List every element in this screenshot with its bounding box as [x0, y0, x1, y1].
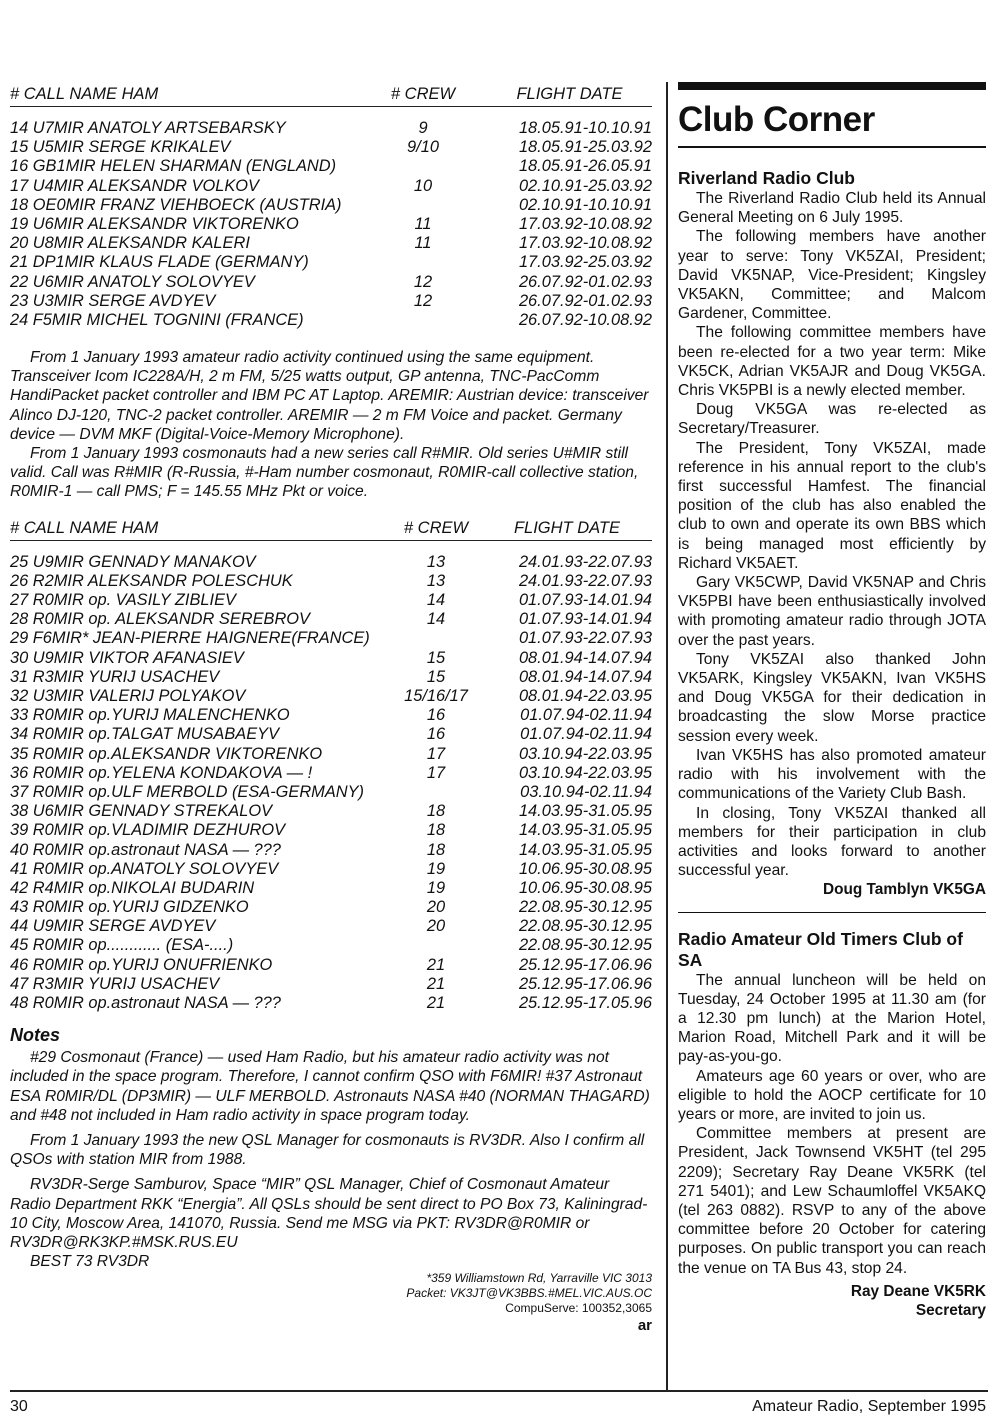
table-body — [10, 119, 652, 330]
row-crew — [373, 253, 473, 272]
row-flight-date: 02.10.91-25.03.92 — [518, 176, 652, 195]
footnote-compuserve: CompuServe: 100352,3065 — [505, 1301, 652, 1316]
row-crew — [386, 783, 486, 802]
row-flight-date: 14.03.95-31.05.95 — [518, 821, 652, 840]
row-flight-date: 17.03.92-25.03.92 — [518, 253, 652, 272]
journal-title: Amateur Radio, September 1995 — [752, 1398, 986, 1415]
row-flight-date: 03.10.94-22.03.95 — [518, 744, 652, 763]
table-header — [10, 82, 652, 107]
club-corner-column — [678, 82, 986, 1320]
table-body — [10, 553, 652, 1014]
flight-table-2 — [10, 516, 652, 1014]
row-call-name: 21 DP1MIR KLAUS FLADE (GERMANY) — [10, 253, 309, 272]
footnote-packet: Packet: VK3JT@VK3BBS.#MEL.VIC.AUS.OC — [406, 1286, 652, 1301]
header-flight-date: FLIGHT DATE — [516, 85, 623, 103]
row-crew: 15 — [426, 667, 446, 686]
table-row — [10, 629, 652, 648]
riverland-signature: Doug Tamblyn VK5GA — [822, 881, 986, 899]
table-row — [10, 553, 652, 572]
table-row — [10, 215, 652, 234]
row-crew — [386, 936, 486, 955]
row-call-name: 45 R0MIR op............ (ESA-....) — [10, 936, 234, 955]
table-row — [10, 572, 652, 591]
row-crew: 12 — [413, 291, 433, 310]
row-flight-date: 24.01.93-22.07.93 — [518, 571, 652, 590]
row-crew: 21 — [426, 994, 446, 1012]
row-flight-date: 18.05.91-25.03.92 — [518, 138, 652, 157]
row-flight-date: 02.10.91-10.10.91 — [518, 195, 652, 214]
row-crew: 18 — [426, 821, 446, 840]
club-corner-title: Club Corner — [678, 100, 875, 139]
row-call-name: 18 OE0MIR FRANZ VIEHBOECK (AUSTRIA) — [10, 195, 342, 214]
row-call-name: 38 U6MIR GENNADY STREKALOV — [10, 802, 273, 821]
table-row — [10, 917, 652, 936]
paragraph: The annual luncheon will be held on Tuesday, 24 October 1995 at 11.30 am (for a 12.30 pm lunch) at the Marion Hotel, Marion Road, Mitchell Park and it will be pay-as-you-go. — [678, 971, 986, 1066]
table-row — [10, 157, 652, 176]
paragraph: #29 Cosmonaut (France) — used Ham Radio, but his amateur radio activity was not included in the space program. Therefore, I cannot confirm QSO with F6MIR! #37 Astronaut ESA R0MIR/DL (DP3MIR) — ULF MERBOLD. Astronauts NASA #40 (NORMAN THAGARD) and #48 not included in Ham radio activity in space program today. — [10, 1049, 650, 1124]
table-row — [10, 119, 652, 138]
row-crew — [386, 629, 486, 648]
oldtimers-signature-role: Secretary — [915, 1301, 986, 1319]
row-crew: 14 — [426, 591, 446, 610]
row-call-name: 17 U4MIR ALEKSANDR VOLKOV — [10, 176, 259, 195]
row-crew: 20 — [426, 898, 446, 917]
row-flight-date: 10.06.95-30.08.95 — [518, 859, 652, 878]
row-crew: 9/10 — [407, 138, 439, 157]
table-row — [10, 783, 652, 802]
author-footnote — [10, 1271, 652, 1333]
row-call-name: 22 U6MIR ANATOLY SOLOVYEV — [10, 272, 255, 291]
row-flight-date: 17.03.92-10.08.92 — [518, 234, 652, 253]
row-crew: 19 — [426, 859, 446, 878]
row-call-name: 23 U3MIR SERGE AVDYEV — [10, 291, 216, 310]
equipment-notes — [10, 348, 652, 502]
sign-off: BEST 73 RV3DR — [30, 1253, 150, 1271]
notes-heading: Notes — [10, 1025, 61, 1046]
paragraph: Gary VK5CWP, David VK5NAP and Chris VK5PBI have been enthusiastically involved with promoting amateur radio through JOTA over the past years. — [678, 574, 986, 649]
row-call-name: 20 U8MIR ALEKSANDR KALERI — [10, 234, 250, 253]
row-call-name: 47 R3MIR YURIJ USACHEV — [10, 974, 220, 993]
section-rule — [678, 912, 986, 913]
row-flight-date: 18.05.91-26.05.91 — [518, 157, 652, 176]
row-flight-date: 26.07.92-10.08.92 — [518, 310, 652, 329]
table-row — [10, 687, 652, 706]
row-call-name: 14 U7MIR ANATOLY ARTSEBARSKY — [10, 119, 286, 137]
row-flight-date: 08.01.94-14.07.94 — [518, 667, 652, 686]
row-call-name: 40 R0MIR op.astronaut NASA — ??? — [10, 840, 281, 859]
row-call-name: 26 R2MIR ALEKSANDR POLESCHUK — [10, 571, 293, 590]
row-call-name: 33 R0MIR op.YURIJ MALENCHENKO — [10, 706, 290, 725]
table-row — [10, 649, 652, 668]
row-crew: 13 — [426, 571, 446, 590]
row-call-name: 31 R3MIR YURIJ USACHEV — [10, 667, 220, 686]
top-bar — [678, 82, 986, 90]
row-flight-date: 24.01.93-22.07.93 — [518, 552, 652, 571]
header-flight-date: FLIGHT DATE — [513, 518, 621, 537]
paragraph: The Riverland Radio Club held its Annual General Meeting on 6 July 1995. — [678, 190, 986, 227]
row-crew: 13 — [426, 552, 446, 571]
table-row — [10, 311, 652, 330]
page-number: 30 — [10, 1398, 28, 1415]
row-call-name: 32 U3MIR VALERIJ POLYAKOV — [10, 687, 246, 705]
row-flight-date: 01.07.93-14.01.94 — [518, 610, 652, 629]
row-flight-date: 10.06.95-30.08.95 — [518, 878, 652, 897]
table-row — [10, 764, 652, 783]
table-row — [10, 591, 652, 610]
header-call-name: # CALL NAME HAM — [10, 518, 159, 537]
table-row — [10, 706, 652, 725]
table-row — [10, 994, 652, 1013]
paragraph: Amateurs age 60 years or over, who are eligible to hold the AOCP certificate for 10 years or more, are invited to join us. — [678, 1067, 986, 1123]
table-row — [10, 821, 652, 840]
paragraph: Tony VK5ZAI also thanked John VK5ARK, Kingsley VK5AKN, Ivan VK5HS and Doug VK5GA for their dedication in broadcasting the slow Morse practice session every week. — [678, 650, 986, 745]
table-row — [10, 177, 652, 196]
flight-table-1 — [10, 82, 652, 330]
row-call-name: 36 R0MIR op.YELENA KONDAKOVA — ! — [10, 763, 313, 782]
paragraph: From 1 January 1993 the new QSL Manager for cosmonauts is RV3DR. Also I confirm all QSOs with station MIR from 1988. — [10, 1132, 645, 1169]
row-crew — [373, 196, 473, 215]
row-call-name: 37 R0MIR op.ULF MERBOLD (ESA-GERMANY) — [10, 782, 364, 801]
riverland-body — [678, 189, 986, 880]
row-flight-date: 26.07.92-01.02.93 — [518, 272, 652, 291]
paragraph: Committee members at present are President, Jack Townsend VK5HT (tel 295 2209); Secretary Ray Deane VK5RK (tel 271 5401); and Lew Schaumloffel VK5AKQ (tel 263 0882). RSVP to any of the above committee before 20 October for catering purposes. On public transport you can reach the venue on TA Bus 43, stop 24. — [678, 1125, 986, 1277]
row-flight-date: 22.08.95-30.12.95 — [518, 936, 652, 955]
oldtimers-heading: Radio Amateur Old Timers Club of SA — [678, 928, 963, 970]
row-call-name: 25 U9MIR GENNADY MANAKOV — [10, 552, 256, 571]
row-crew: 19 — [426, 878, 446, 897]
row-crew: 15 — [426, 648, 446, 667]
row-call-name: 39 R0MIR op.VLADIMIR DEZHUROV — [10, 821, 286, 840]
row-flight-date: 14.03.95-31.05.95 — [518, 840, 652, 859]
left-column — [10, 82, 652, 1333]
row-crew: 15/16/17 — [404, 687, 468, 705]
table-row — [10, 138, 652, 157]
table-row — [10, 841, 652, 860]
row-crew: 14 — [426, 610, 446, 629]
paragraph: Ivan VK5HS has also promoted amateur radio with his involvement with the communications of the Variety Club Bash. — [678, 746, 986, 803]
row-crew: 20 — [426, 917, 446, 936]
table-row — [10, 745, 652, 764]
table-row — [10, 975, 652, 994]
table-row — [10, 253, 652, 272]
row-crew — [373, 157, 473, 176]
row-crew: 18 — [426, 802, 446, 821]
table-row — [10, 802, 652, 821]
row-flight-date: 26.07.92-01.02.93 — [518, 291, 652, 310]
row-flight-date: 25.12.95-17.06.96 — [518, 974, 652, 993]
header-crew: # CREW — [403, 518, 469, 537]
row-flight-date: 03.10.94-02.11.94 — [520, 782, 652, 801]
riverland-section — [678, 168, 986, 900]
row-crew: 17 — [426, 744, 446, 763]
table-row — [10, 956, 652, 975]
row-flight-date: 01.07.94-02.11.94 — [520, 706, 652, 725]
row-crew: 9 — [418, 119, 428, 137]
footnote-address: *359 Williamstown Rd, Yarraville VIC 3013 — [426, 1271, 652, 1286]
row-flight-date: 08.01.94-14.07.94 — [518, 648, 652, 667]
row-call-name: 43 R0MIR op.YURIJ GIDZENKO — [10, 898, 249, 917]
row-crew: 21 — [426, 974, 446, 993]
oldtimers-signature-name: Ray Deane VK5RK — [850, 1282, 986, 1300]
row-crew: 12 — [413, 272, 433, 291]
row-call-name: 42 R4MIR op.NIKOLAI BUDARIN — [10, 878, 255, 897]
row-call-name: 19 U6MIR ALEKSANDR VIKTORENKO — [10, 214, 299, 233]
row-flight-date: 01.07.94-02.11.94 — [520, 725, 652, 744]
row-crew: 18 — [426, 840, 446, 859]
paragraph: In closing, Tony VK5ZAI thanked all members for their participation in club activities and looks forward to another successful year. — [678, 804, 986, 880]
row-crew: 21 — [426, 955, 446, 974]
table-row — [10, 292, 652, 311]
row-crew: 11 — [414, 234, 432, 253]
row-crew: 11 — [414, 214, 432, 233]
row-call-name: 24 F5MIR MICHEL TOGNINI (FRANCE) — [10, 310, 304, 329]
row-call-name: 29 F6MIR* JEAN-PIERRE HAIGNERE(FRANCE) — [10, 629, 370, 648]
notes-section — [10, 1025, 652, 1271]
row-flight-date: 22.08.95-30.12.95 — [518, 898, 652, 917]
table-row — [10, 668, 652, 687]
paragraph: From 1 January 1993 cosmonauts had a new series call R#MIR. Old series U#MIR still valid. Call was R#MIR (R-Russia, #-Ham number cosmonaut, R0MIR-call collective station, R0MIR-1 — call PMS; F = 145.55 MHz Pkt or voice. — [10, 445, 639, 501]
table-row — [10, 860, 652, 879]
row-call-name: 44 U9MIR SERGE AVDYEV — [10, 917, 216, 936]
row-call-name: 27 R0MIR op. VASILY ZIBLIEV — [10, 591, 236, 610]
table-header — [10, 516, 652, 541]
row-call-name: 41 R0MIR op.ANATOLY SOLOVYEV — [10, 859, 279, 878]
table-row — [10, 273, 652, 292]
title-rule — [678, 146, 986, 148]
row-flight-date: 17.03.92-10.08.92 — [518, 214, 652, 233]
row-flight-date: 03.10.94-22.03.95 — [518, 763, 652, 782]
paragraph: The following committee members have been re-elected for a two year term: Mike VK5CK, Adrian VK5AJR and Doug VK5GA. Chris VK5PBI is a newly elected member. — [678, 324, 986, 400]
header-crew: # CREW — [390, 85, 456, 103]
header-call-name: # CALL NAME HAM — [10, 85, 159, 103]
paragraph: RV3DR-Serge Samburov, Space “MIR” QSL Manager, Chief of Cosmonaut Amateur Radio Department RKK “Energia”. All QSLs should be sent direct to PO Box 73, Kaliningrad-10 City, Moscow Area, 141070, Russia. Send me MSG via PKT: RV3DR@R0MIR or RV3DR@RK3KP.#MSK.RUS.EU — [10, 1176, 648, 1252]
table-row — [10, 610, 652, 629]
row-flight-date: 25.12.95-17.06.96 — [518, 955, 652, 974]
row-flight-date: 01.07.93-22.07.93 — [518, 629, 652, 648]
paragraph: Doug VK5GA was re-elected as Secretary/Treasurer. — [678, 401, 986, 438]
table-row — [10, 725, 652, 744]
ar-mark: ar — [637, 1317, 652, 1335]
riverland-heading: Riverland Radio Club — [678, 168, 855, 188]
row-call-name: 30 U9MIR VIKTOR AFANASIEV — [10, 648, 244, 667]
footer-rule — [10, 1390, 988, 1392]
table-row — [10, 936, 652, 955]
row-crew: 16 — [426, 725, 446, 744]
oldtimers-body — [678, 971, 986, 1278]
row-flight-date: 25.12.95-17.05.96 — [518, 994, 652, 1012]
row-crew — [373, 311, 473, 330]
row-call-name: 16 GB1MIR HELEN SHARMAN (ENGLAND) — [10, 157, 337, 176]
row-crew: 17 — [426, 763, 446, 782]
row-flight-date: 18.05.91-10.10.91 — [518, 119, 652, 137]
row-call-name: 15 U5MIR SERGE KRIKALEV — [10, 138, 231, 157]
row-flight-date: 14.03.95-31.05.95 — [518, 802, 652, 821]
row-flight-date: 08.01.94-22.03.95 — [518, 687, 652, 705]
paragraph: The following members have another year to serve: Tony VK5ZAI, President; David VK5NAP, Vice-President; Kingsley VK5AKN, Committee; and Malcom Gardener, Committee. — [678, 228, 986, 323]
column-divider — [666, 82, 668, 1390]
row-flight-date: 22.08.95-30.12.95 — [518, 917, 652, 936]
row-flight-date: 01.07.93-14.01.94 — [518, 591, 652, 610]
paragraph: From 1 January 1993 amateur radio activity continued using the same equipment. Transceiver Icom IC228A/H, 2 m FM, 5/25 watts output, GP antenna, TNC-PacComm HandiPacket packet controller and IBM PC AT Laptop. AREMIR: Austrian device: transceiver Alinco DJ-120, TNC-2 packet controller. AREMIR — 2 m FM Voice and packet. Germany device — DVM MKF (Digital-Voice-Memory Microphone). — [10, 349, 649, 443]
row-crew: 10 — [413, 176, 433, 195]
oldtimers-section — [678, 929, 986, 1321]
row-call-name: 28 R0MIR op. ALEKSANDR SEREBROV — [10, 610, 310, 629]
table-row — [10, 234, 652, 253]
row-call-name: 34 R0MIR op.TALGAT MUSABAEYV — [10, 725, 280, 744]
row-call-name: 48 R0MIR op.astronaut NASA — ??? — [10, 994, 281, 1012]
table-row — [10, 879, 652, 898]
row-crew: 16 — [426, 706, 446, 725]
table-row — [10, 898, 652, 917]
paragraph: The President, Tony VK5ZAI, made reference in his annual report to the club's first successful Hamfest. The financial position of the club has also enabled the club to own and operate its own BBS which is being managed most efficiently by Richard VK5AET. — [678, 439, 986, 572]
row-call-name: 46 R0MIR op.YURIJ ONUFRIENKO — [10, 955, 273, 974]
row-call-name: 35 R0MIR op.ALEKSANDR VIKTORENKO — [10, 744, 323, 763]
table-row — [10, 196, 652, 215]
